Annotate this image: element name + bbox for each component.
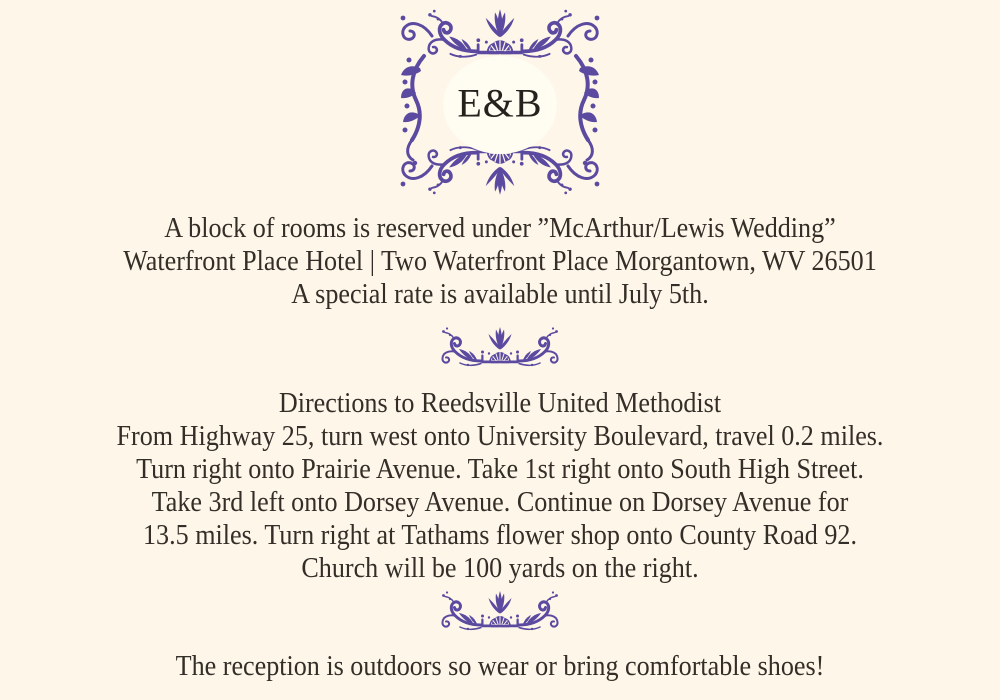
- directions-line: From Highway 25, turn west onto University Boulevard, travel 0.2 miles.: [116, 420, 884, 452]
- hotel-line: Waterfront Place Hotel | Two Waterfront Place Morgantown, WV 26501: [123, 245, 877, 277]
- directions-block: [50, 387, 950, 585]
- monogram: [400, 6, 600, 196]
- directions-title: Directions to Reedsville United Methodist: [278, 387, 722, 419]
- directions-line: 13.5 miles. Turn right at Tathams flower shop onto County Road 92.: [143, 519, 857, 551]
- floral-crown-divider-icon: [425, 590, 575, 638]
- directions-line: Take 3rd left onto Dorsey Avenue. Continue on Dorsey Avenue for: [151, 486, 849, 518]
- reception-note: The reception is outdoors so wear or bring comfortable shoes!: [175, 650, 825, 682]
- hotel-info-block: [50, 212, 950, 311]
- floral-crown-divider-icon: [425, 326, 575, 374]
- hotel-line: A special rate is available until July 5th.: [291, 278, 709, 310]
- directions-line: Turn right onto Prairie Avenue. Take 1st right onto South High Street.: [136, 453, 864, 485]
- invitation-card: [0, 6, 1000, 700]
- hotel-line: A block of rooms is reserved under ”McArthur/Lewis Wedding”: [164, 212, 836, 244]
- directions-line: Church will be 100 yards on the right.: [301, 552, 699, 584]
- monogram-initials: E&B: [457, 80, 543, 126]
